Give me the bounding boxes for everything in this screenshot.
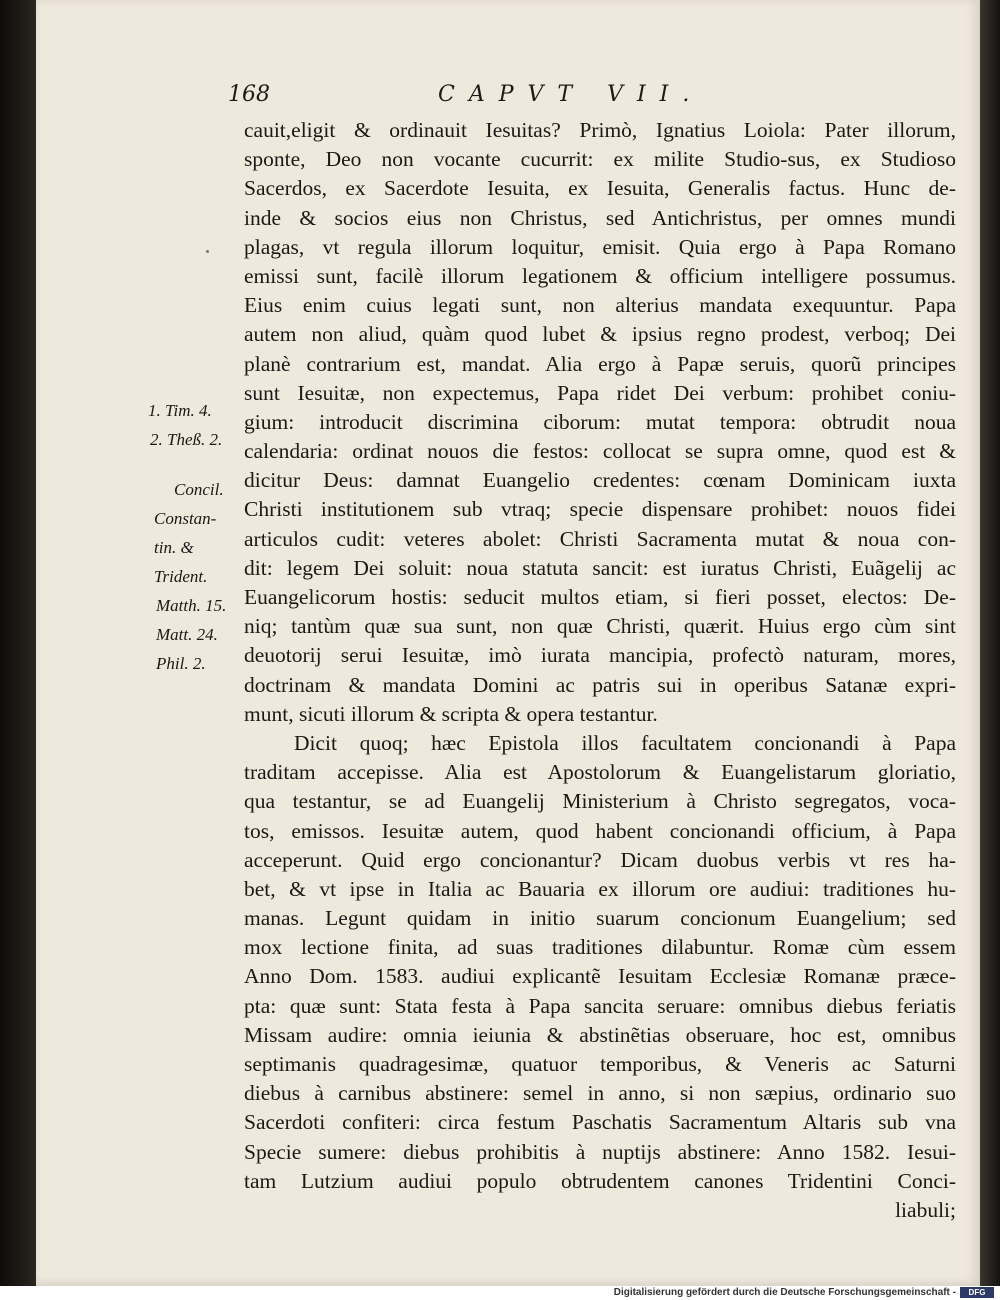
text-line: Missam audire: omnia ieiunia & abstinẽtias obseruare, hoc est, omnibus [244,1022,956,1047]
marginal-note: Concil. [174,480,224,499]
text-line: Eius enim cuius legati sunt, non alterius mandata exequuntur. Papa [244,293,956,318]
text-line: dicitur Deus: damnat Euangelio credentes: cœnam Dominicam iuxta [244,468,956,493]
text-line: munt, sicuti illorum & scripta & opera testantur. [244,701,658,726]
marginal-note: tin. & [154,538,194,557]
page-edge [980,0,1000,1286]
page-number: 168 [228,82,270,107]
text-line: traditam accepisse. Alia est Apostolorum & Euangelistarum gloriatio, [244,760,956,785]
text-line: acceperunt. Quid ergo concionantur? Dicam duobus verbis vt res ha- [244,847,956,872]
text-line: bet, & vt ipse in Italia ac Bauaria ex illorum ore audiui: traditiones hu- [244,876,956,901]
marginal-note: 2. Theß. 2. [150,430,223,449]
marginal-note: Constan- [154,509,217,528]
text-line: gium: introducit discrimina ciborum: mutat tempora: obtrudit noua [244,409,956,434]
text-line: dit: legem Dei soluit: noua statuta sancit: est iuratus Christi, Euãgelij ac [244,555,956,580]
body-text [244,116,956,1225]
text-line: sunt Iesuitæ, non expectemus, Papa ridet Dei verbum: prohibet coniu- [244,380,956,405]
digitization-footer [0,1286,1000,1300]
text-line: doctrinam & mandata Domini ac patris sui in operibus Satanæ expri- [244,672,956,697]
book-spine [0,0,36,1300]
text-line: niq; tantùm quæ sua sunt, non quæ Christi, quærit. Huius ergo cùm sint [244,614,956,639]
marginal-note: Matt. 24. [156,625,218,644]
marginal-note: Trident. [154,567,208,586]
text-line: manas. Legunt quidam in initio suarum concionum Euangelium; sed [244,906,956,931]
text-line: sponte, Deo non vocante cucurrit: ex milite Studio-sus, ex Studioso [244,147,956,172]
dfg-logo: DFG [960,1287,994,1298]
text-line: cauit,eligit & ordinauit Iesuitas? Primò, Ignatius Loiola: Pater illorum, [244,118,956,142]
text-line: autem non aliud, quàm quod lubet & ipsius regno prodest, verboq; Dei [244,322,956,347]
text-line: plagas, vt regula illorum loquitur, emisit. Quia ergo à Papa Romano [244,234,956,259]
text-line: pta: quæ sunt: Stata festa à Papa sancita seruare: omnibus diebus feriatis [244,993,956,1018]
text-line: deuotorij serui Iesuitæ, imò iurata mancipia, profectò naturam, mores, [244,643,956,668]
text-line: septimanis quadragesimæ, quatuor temporibus, & Veneris ac Saturni [244,1052,956,1076]
text-line: planè contrarium est, mandat. Alia ergo à Papæ seruis, quorũ principes [244,351,956,376]
footer-credit: Digitalisierung gefördert durch die Deutsche Forschungsgemeinschaft - [613,1287,956,1298]
text-line: tos, emissos. Iesuitæ autem, quod habent concionandi officium, à Papa [244,818,956,843]
text-line: mox lectione finita, ad suas traditiones dilabuntur. Romæ cùm essem [244,935,956,960]
marginal-note: Phil. 2. [156,654,206,673]
text-line: Sacerdos, ex Sacerdote Iesuita, ex Iesuita, Generalis factus. Hunc de- [244,176,956,201]
text-line: diebus à carnibus abstinere: semel in anno, si non sæpius, ordinario suo [244,1081,956,1106]
text-line: Dicit quoq; hæc Epistola illos facultatem concionandi à Papa [294,730,956,755]
ink-speck [206,250,209,253]
text-line: Euangelicorum hostis: seducit multos etiam, si fieri posset, electos: De- [244,585,956,609]
text-line: Christi institutionem sub vtraq; specie dispensare prohibet: nouos fidei [244,497,956,522]
text-line: qua testantur, se ad Euangelij Ministerium à Christo segregatos, voca- [244,789,956,814]
text-line: Anno Dom. 1583. audiui explicantẽ Iesuitam Ecclesiæ Romanæ præce- [244,964,956,989]
text-line: articulos cudit: veteres abolet: Christi Sacramenta mutat & noua con- [244,526,956,551]
text-line: Specie sumere: diebus prohibitis à nuptijs abstinere: Anno 1582. Iesui- [244,1139,956,1164]
text-line: calendaria: ordinat nouos die festos: collocat se supra omne, quod est & [244,439,956,464]
page-header [228,82,958,112]
running-title: CAPVT VII. [438,82,704,107]
text-line: inde & socios eius non Christus, sed Antichristus, per omnes mundi [244,205,956,230]
text-line: emissi sunt, facilè illorum legationem & officium intelligere possumus. [244,263,956,288]
marginal-note: Matth. 15. [156,596,227,615]
marginal-note: 1. Tim. 4. [148,401,212,420]
text-line: Sacerdoti confiteri: circa festum Paschatis Sacramentum Altaris sub vna [244,1110,956,1135]
text-line: tam Lutzium audiui populo obtrudentem canones Tridentini Conci- [244,1168,956,1193]
catchword: liabuli; [895,1197,956,1222]
